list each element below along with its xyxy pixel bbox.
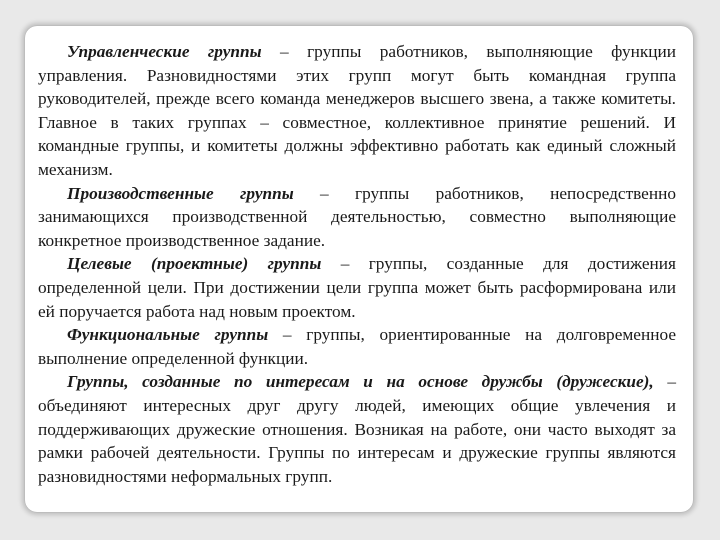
definition-project-groups: – группы, созданные для достижения определенной цели. При достижении цели группа может быть расформирована или ей поручается работа над новым проектом. (38, 254, 676, 321)
paragraph-production-groups (38, 182, 676, 253)
term-management-groups: Управленческие группы (67, 42, 262, 61)
paragraph-project-groups (38, 252, 676, 323)
paragraph-management-groups (38, 40, 676, 182)
definition-friendship-groups: – объединяют интересных друг другу людей, имеющих общие увлечения и поддерживающих дружеские отношения. Возникая на работе, они часто выходят за рамки рабочей деятельности. Группы по интересам и дружеские группы являются разновидностями неформальных групп. (38, 372, 677, 486)
slide-card (25, 26, 693, 512)
term-production-groups: Производственные группы (67, 183, 294, 203)
paragraph-friendship-groups (38, 370, 676, 488)
term-friendship-groups: Группы, созданные по интересам и на основе дружбы (дружеские), (67, 372, 654, 392)
definition-management-groups: – группы работников, выполняющие функции управления. Разновидностями этих групп могут быть командная группа руководителей, прежде всего команда менеджеров высшего звена, а также комитеты. Главное в таких группах – совместное, коллективное принятие решений. И командные группы, и комитеты должны эффективно работать как единый сложный механизм. (38, 42, 676, 179)
definition-production-groups: – группы работников, непосредственно занимающихся производственной деятельностью, совместно выполняющие конкретное производственное задание. (38, 183, 676, 250)
definition-functional-groups: – группы, ориентированные на долговременное выполнение определенной функции. (38, 325, 676, 368)
paragraph-functional-groups (38, 323, 676, 370)
term-project-groups: Целевые (проектные) группы (67, 254, 322, 274)
text-body (38, 40, 676, 488)
term-functional-groups: Функциональные группы (67, 325, 269, 345)
